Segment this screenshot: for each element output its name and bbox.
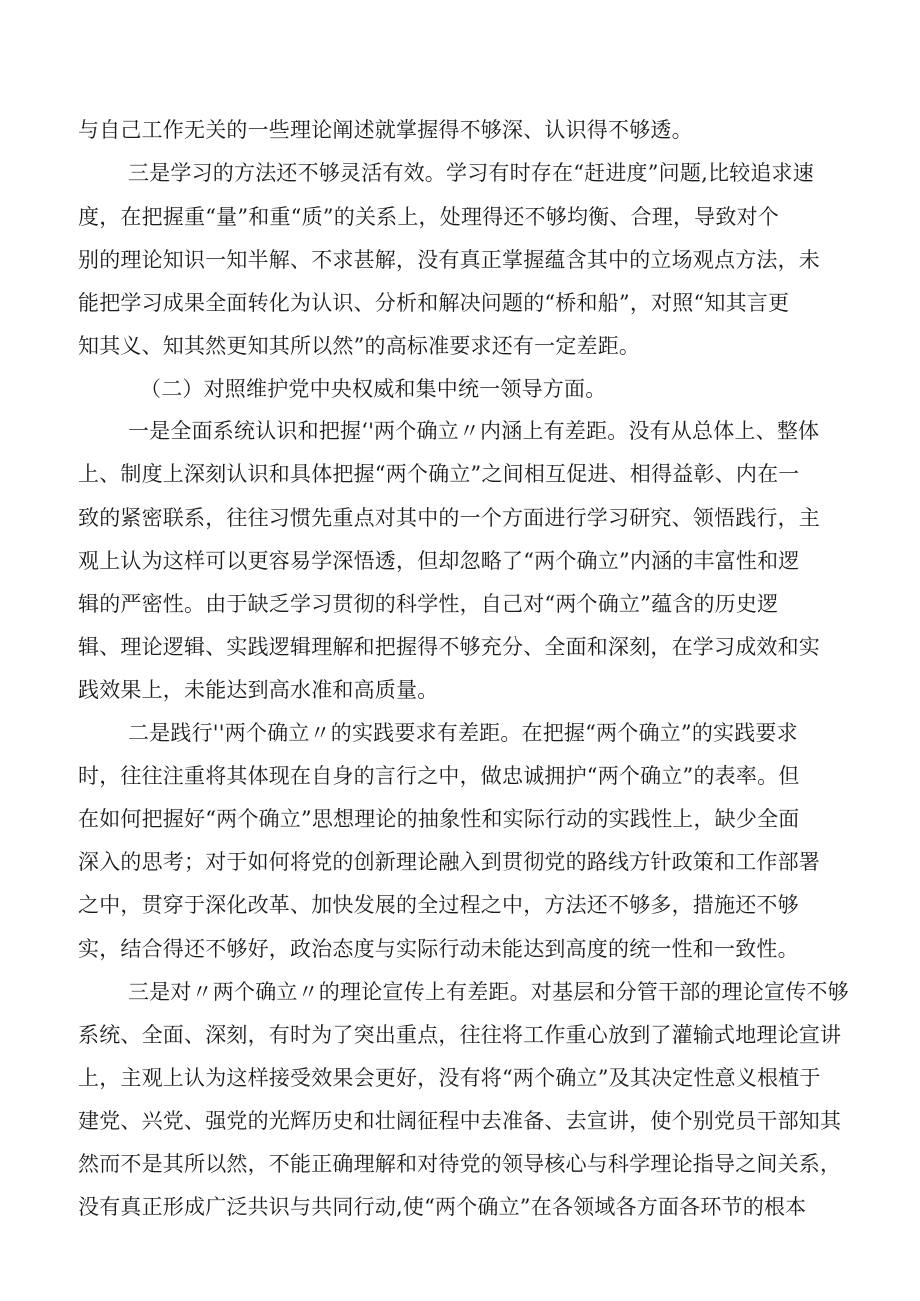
text-line: 然而不是其所以然，不能正确理解和对待党的领导核心与科学理论指导之间关系， [78,1152,842,1176]
text-line: 建党、兴党、强党的光辉历史和壮阔征程中去准备、去宣讲，使个别党员干部知其 [78,1109,842,1133]
text-line: 深入的思考；对于如何将党的创新理论融入到贯彻党的路线方针政策和工作部署 [78,850,820,874]
text-line: 在如何把握好“两个确立”思想理论的抽象性和实际行动的实践性上，缺少全面 [78,807,800,831]
text-line: 没有真正形成广泛共识与共同行动,使“两个确立”在各领域各方面各环节的根本 [78,1195,807,1219]
text-line: 别的理论知识一知半解、不求甚解，没有真正掌握蕴含其中的立场观点方法，未 [78,248,820,272]
text-line: 践效果上，未能达到高水准和高质量。 [78,678,439,702]
text-line: 能把学习成果全面转化为认识、分析和解决问题的“桥和船”，对照“知其言更 [78,291,790,315]
text-line: 与自己工作无关的一些理论阐述就掌握得不够深、认识得不够透。 [78,118,693,142]
text-line: 之中，贯穿于深化改革、加快发展的全过程之中，方法还不够多，措施还不够 [78,893,799,917]
text-line: 上、制度上深刻认识和具体把握“两个确立”之间相互促进、相得益彰、内在一 [78,462,800,486]
paragraph-first-line: 一是全面系统认识和把握‘'两个确立〃内涵上有差距。没有从总体上、整体 [128,419,820,443]
text-line: 知其义、知其然更知其所以然”的高标准要求还有一定差距。 [78,334,641,358]
paragraph-first-line: 三是学习的方法还不够灵活有效。学习有时存在“赶进度”问题,比较追求速 [128,161,814,185]
text-line: 时，往往注重将其体现在自身的言行之中，做忠诚拥护“两个确立”的表率。但 [78,764,800,788]
section-heading: （二）对照维护党中央权威和集中统一领导方面。 [140,377,607,401]
text-line: 辑、理论逻辑、实践逻辑理解和把握得不够充分、全面和深刻，在学习成效和实 [78,635,820,659]
text-line: 度，在把握重“量”和重“质”的关系上，处理得还不够均衡、合理，导致对个 [78,205,779,229]
text-line: 系统、全面、深刻，有时为了突出重点，往往将工作重心放到了灌输式地理论宣讲 [78,1023,842,1047]
paragraph-first-line: 三是对〃两个确立〃的理论宣传上有差距。对基层和分管干部的理论宣传不够 [128,980,849,1004]
text-line: 辑的严密性。由于缺乏学习贯彻的科学性，自己对“两个确立”蕴含的历史逻 [78,592,779,616]
text-line: 观上认为这样可以更容易学深悟透，但却忽略了“两个确立”内涵的丰富性和逻 [78,549,800,573]
text-line: 实，结合得还不够好，政治态度与实际行动未能达到高度的统一性和一致性。 [78,937,799,961]
text-line: 上，主观上认为这样接受效果会更好，没有将“两个确立”及其决定性意义根植于 [78,1066,821,1090]
paragraph-first-line: 二是践行''两个确立〃的实践要求有差距。在把握“两个确立”的实践要求 [128,721,798,745]
text-line: 致的紧密联系，往往习惯先重点对其中的一个方面进行学习研究、领悟践行，主 [78,506,820,530]
